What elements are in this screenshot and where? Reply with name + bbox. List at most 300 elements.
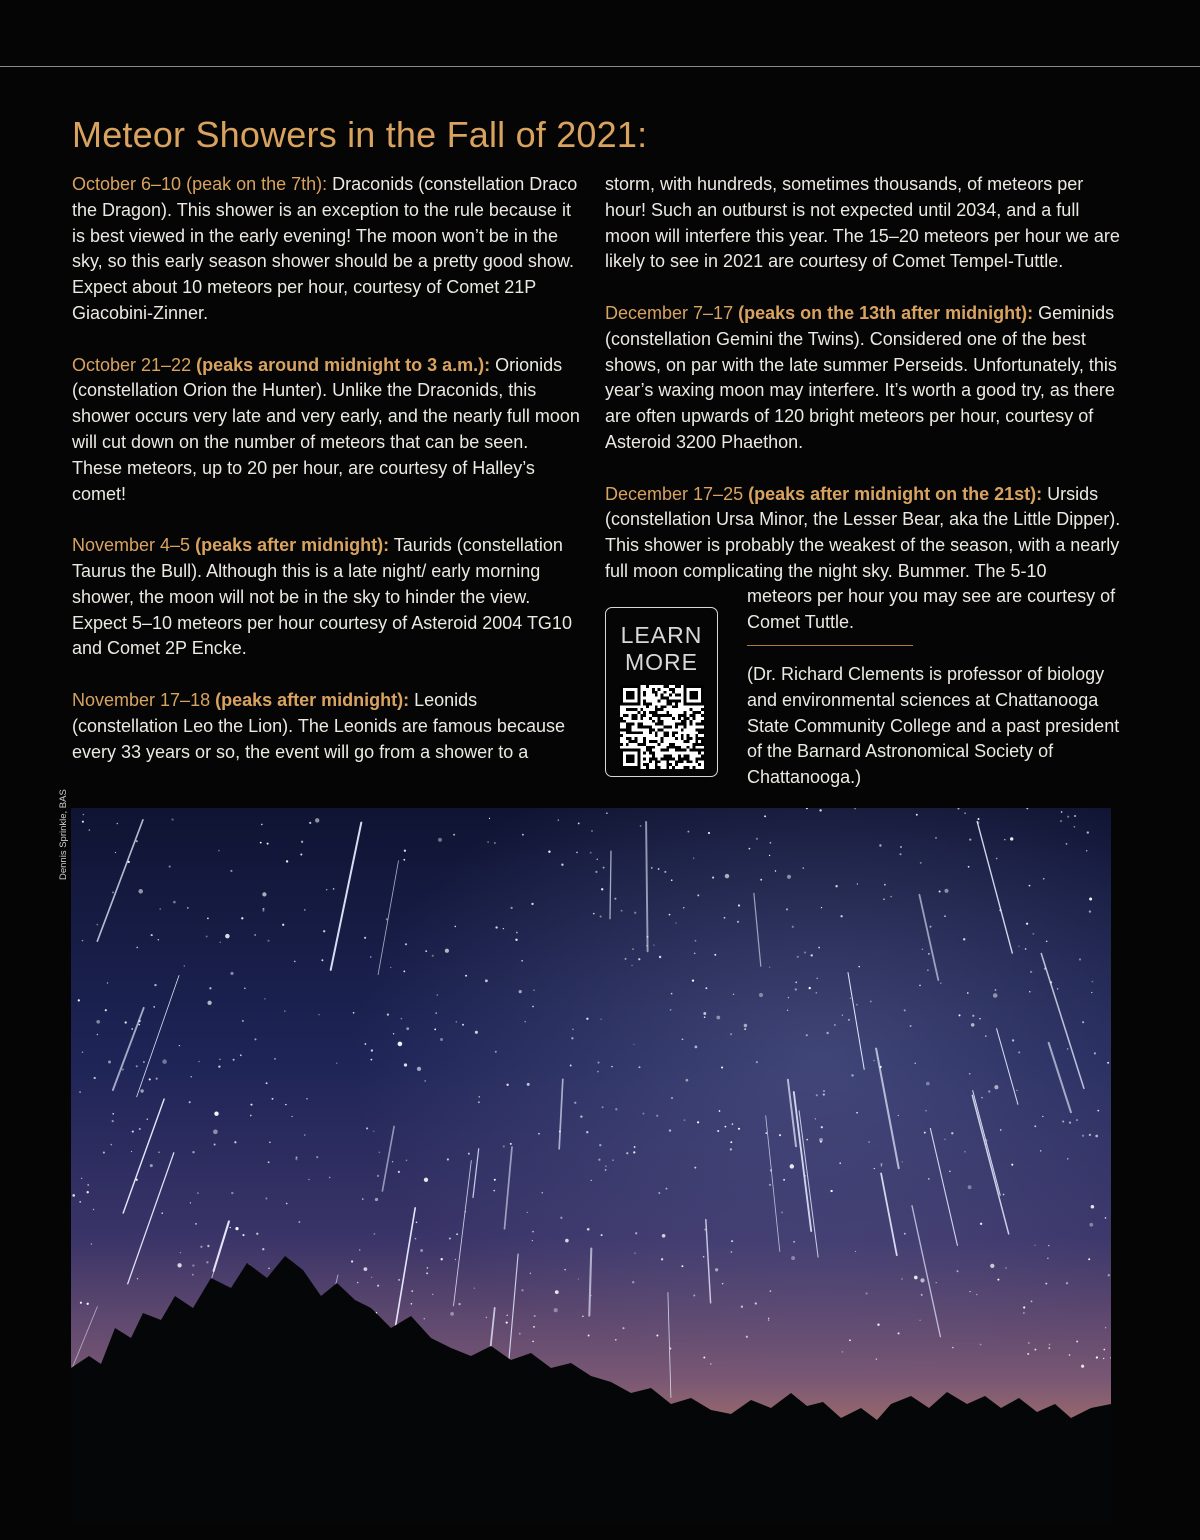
star bbox=[816, 992, 818, 994]
star bbox=[881, 1165, 882, 1166]
star bbox=[793, 1241, 795, 1243]
star bbox=[1034, 1349, 1036, 1351]
star bbox=[503, 1145, 505, 1147]
star bbox=[779, 1134, 781, 1136]
star bbox=[990, 1264, 994, 1268]
star bbox=[519, 990, 522, 993]
star bbox=[564, 1269, 566, 1271]
star bbox=[532, 1231, 534, 1233]
star bbox=[1089, 898, 1092, 901]
star bbox=[1023, 1312, 1024, 1313]
star bbox=[192, 1264, 194, 1266]
sidebar-text bbox=[747, 584, 1127, 791]
star bbox=[527, 1212, 528, 1213]
star bbox=[82, 1052, 83, 1053]
star bbox=[770, 842, 772, 844]
star bbox=[420, 1249, 423, 1252]
star bbox=[1094, 1052, 1096, 1054]
star bbox=[162, 1059, 167, 1064]
star bbox=[602, 1106, 604, 1108]
star bbox=[600, 916, 602, 918]
star bbox=[927, 969, 929, 971]
star bbox=[599, 1144, 601, 1146]
star bbox=[411, 1290, 413, 1292]
star bbox=[533, 1326, 535, 1328]
learn-more-qr-box[interactable] bbox=[605, 607, 718, 777]
page-title: Meteor Showers in the Fall of 2021: bbox=[72, 114, 648, 155]
entry-peak: (peaks after midnight): bbox=[190, 535, 390, 556]
star bbox=[377, 1285, 379, 1287]
star bbox=[704, 1016, 706, 1018]
star bbox=[972, 1015, 974, 1017]
star bbox=[996, 858, 998, 860]
star bbox=[1089, 1223, 1093, 1227]
star bbox=[857, 883, 858, 884]
star bbox=[570, 1065, 572, 1067]
star bbox=[770, 1290, 772, 1292]
star bbox=[595, 871, 597, 873]
star bbox=[722, 1283, 724, 1285]
star bbox=[979, 1018, 980, 1019]
entry-orionids bbox=[72, 353, 582, 508]
star bbox=[586, 1131, 588, 1133]
star bbox=[819, 809, 821, 811]
star bbox=[715, 1268, 718, 1271]
star bbox=[542, 1192, 543, 1193]
star bbox=[1089, 1134, 1091, 1136]
star bbox=[653, 944, 654, 945]
star bbox=[424, 1080, 426, 1082]
star bbox=[697, 1121, 699, 1123]
star bbox=[1074, 815, 1076, 817]
star bbox=[262, 910, 264, 912]
star bbox=[1067, 816, 1069, 818]
star bbox=[263, 908, 265, 910]
star bbox=[158, 939, 159, 940]
star bbox=[374, 1233, 376, 1235]
star bbox=[122, 1069, 124, 1071]
star bbox=[97, 1034, 99, 1036]
star bbox=[904, 1009, 906, 1011]
entry-text: Draconids (constellation Draco the Dragon). This shower is an exception to the rule because it is best viewed in the early evening! The moon won’t be in the sky, so this early season shower should be a pretty good show. Expect about 10 meteors per hour, courtesy of Comet 21P Giacobini-Zinner. bbox=[72, 174, 578, 323]
star bbox=[1086, 850, 1087, 851]
star bbox=[436, 994, 438, 996]
star bbox=[804, 952, 806, 954]
entry-ursids bbox=[605, 482, 1125, 585]
star bbox=[1067, 1048, 1068, 1049]
star bbox=[534, 1315, 536, 1317]
star bbox=[81, 1178, 82, 1179]
star bbox=[712, 877, 714, 879]
star bbox=[214, 1143, 216, 1145]
star bbox=[506, 1315, 508, 1317]
star bbox=[915, 1063, 916, 1064]
star bbox=[898, 1115, 899, 1116]
star bbox=[816, 977, 818, 979]
star bbox=[392, 1161, 393, 1162]
star bbox=[404, 850, 406, 852]
star bbox=[874, 1168, 875, 1169]
star bbox=[980, 1344, 982, 1346]
star bbox=[417, 1067, 421, 1071]
star bbox=[597, 1062, 599, 1064]
star bbox=[107, 982, 108, 983]
star bbox=[377, 1175, 379, 1177]
star bbox=[744, 1024, 748, 1028]
star bbox=[533, 989, 535, 991]
star bbox=[1004, 839, 1006, 841]
star bbox=[561, 864, 563, 866]
entry-peak: (peaks around midnight to 3 a.m.): bbox=[191, 354, 491, 375]
star bbox=[230, 1227, 231, 1228]
star bbox=[404, 1063, 407, 1066]
star bbox=[268, 1161, 270, 1163]
star bbox=[849, 1339, 851, 1341]
star bbox=[1067, 1158, 1068, 1159]
star bbox=[286, 860, 288, 862]
star bbox=[1087, 831, 1089, 833]
star bbox=[329, 1177, 331, 1179]
star bbox=[449, 1237, 451, 1239]
star bbox=[1076, 1119, 1078, 1121]
star bbox=[198, 1061, 200, 1063]
star bbox=[316, 1156, 318, 1158]
star bbox=[242, 1020, 244, 1022]
star bbox=[267, 940, 269, 942]
star bbox=[115, 852, 116, 853]
star bbox=[870, 1000, 872, 1002]
star bbox=[976, 1294, 978, 1296]
star bbox=[719, 1110, 721, 1112]
star bbox=[705, 987, 707, 989]
star bbox=[161, 1212, 163, 1214]
star bbox=[967, 992, 969, 994]
star bbox=[656, 1335, 658, 1337]
star bbox=[625, 958, 627, 960]
star bbox=[1034, 1125, 1036, 1127]
star bbox=[187, 907, 189, 909]
star bbox=[426, 1272, 428, 1274]
star bbox=[733, 994, 735, 996]
star bbox=[112, 891, 114, 893]
star bbox=[765, 1132, 767, 1134]
star bbox=[149, 1078, 151, 1080]
star bbox=[531, 903, 533, 905]
star bbox=[371, 1277, 372, 1278]
star bbox=[809, 987, 811, 989]
star bbox=[901, 1278, 903, 1280]
star bbox=[156, 1078, 158, 1080]
star bbox=[264, 998, 266, 1000]
star bbox=[597, 859, 598, 860]
star bbox=[406, 1160, 408, 1162]
star bbox=[269, 1142, 271, 1144]
star bbox=[515, 939, 517, 941]
star bbox=[519, 1333, 521, 1335]
star bbox=[416, 1222, 418, 1224]
star bbox=[818, 947, 820, 949]
star bbox=[1096, 1356, 1098, 1358]
star bbox=[756, 1061, 758, 1063]
top-divider bbox=[0, 66, 1200, 67]
star bbox=[1043, 878, 1045, 880]
star bbox=[321, 959, 323, 961]
star bbox=[632, 948, 633, 949]
star bbox=[792, 926, 794, 928]
star bbox=[139, 1128, 141, 1130]
star bbox=[586, 1018, 588, 1020]
star bbox=[724, 917, 726, 919]
star bbox=[398, 1279, 400, 1281]
star bbox=[393, 1033, 394, 1034]
star bbox=[151, 934, 153, 936]
star bbox=[191, 1076, 192, 1077]
star bbox=[826, 1032, 828, 1034]
star bbox=[521, 960, 523, 962]
entry-date: October 6–10 bbox=[72, 174, 182, 194]
star bbox=[190, 1202, 191, 1203]
star bbox=[373, 1131, 374, 1132]
star bbox=[456, 1233, 458, 1235]
star bbox=[806, 1034, 808, 1036]
author-note: (Dr. Richard Clements is professor of biology and environmental sciences at Chattanooga State Community College and a past president of the Barnard Astronomical Society of Chattanooga.) bbox=[747, 664, 1120, 788]
star bbox=[458, 1303, 460, 1305]
star bbox=[1012, 1039, 1014, 1041]
star bbox=[333, 888, 335, 890]
star bbox=[521, 1289, 523, 1291]
star bbox=[291, 1116, 292, 1117]
star bbox=[455, 1259, 456, 1260]
star bbox=[465, 975, 467, 977]
star bbox=[858, 966, 860, 968]
star bbox=[105, 1009, 107, 1011]
star bbox=[522, 834, 524, 836]
star bbox=[1062, 1120, 1064, 1122]
star bbox=[558, 819, 559, 820]
star bbox=[768, 1319, 769, 1320]
star bbox=[364, 937, 366, 939]
star bbox=[184, 965, 185, 966]
star bbox=[899, 853, 901, 855]
star bbox=[362, 1198, 363, 1199]
star bbox=[732, 1123, 734, 1125]
star bbox=[218, 1065, 220, 1067]
star bbox=[266, 1082, 268, 1084]
star bbox=[111, 1144, 113, 1146]
star bbox=[681, 1265, 683, 1267]
star bbox=[1105, 1327, 1106, 1328]
star bbox=[725, 874, 729, 878]
star bbox=[600, 1018, 601, 1019]
star bbox=[244, 987, 246, 989]
star bbox=[638, 958, 640, 960]
star bbox=[1092, 981, 1094, 983]
star bbox=[1076, 1341, 1078, 1343]
star bbox=[136, 1065, 138, 1067]
star bbox=[359, 1249, 361, 1251]
star bbox=[904, 1233, 906, 1235]
star bbox=[231, 1192, 233, 1194]
star bbox=[593, 913, 595, 915]
star bbox=[1061, 811, 1063, 813]
star bbox=[694, 953, 695, 954]
star bbox=[795, 981, 797, 983]
star bbox=[87, 1191, 89, 1193]
star bbox=[830, 1190, 832, 1192]
star bbox=[438, 838, 442, 842]
star bbox=[455, 926, 457, 928]
star bbox=[760, 879, 762, 881]
star bbox=[916, 814, 918, 816]
star bbox=[717, 1130, 719, 1132]
star bbox=[868, 1141, 870, 1143]
star bbox=[756, 838, 758, 840]
star bbox=[309, 822, 311, 824]
star bbox=[295, 1158, 297, 1160]
star bbox=[516, 932, 518, 934]
star bbox=[173, 901, 176, 904]
star bbox=[883, 898, 885, 900]
star bbox=[900, 846, 902, 848]
star bbox=[154, 984, 156, 986]
star bbox=[866, 1292, 868, 1294]
star bbox=[876, 1358, 877, 1359]
star bbox=[995, 989, 997, 991]
star bbox=[172, 818, 174, 820]
star bbox=[298, 1221, 300, 1223]
star bbox=[692, 979, 694, 981]
entry-date: November 17–18 bbox=[72, 689, 211, 710]
star bbox=[730, 1141, 732, 1143]
entry-leonids bbox=[72, 688, 582, 765]
star bbox=[296, 1157, 298, 1159]
star bbox=[855, 1251, 856, 1252]
star bbox=[261, 824, 263, 826]
star bbox=[651, 867, 653, 869]
author-divider bbox=[747, 645, 913, 647]
star bbox=[969, 1073, 971, 1075]
star bbox=[969, 839, 971, 841]
star bbox=[964, 813, 965, 814]
star bbox=[738, 1128, 740, 1130]
star bbox=[80, 1302, 82, 1304]
star bbox=[968, 1185, 972, 1189]
star bbox=[304, 909, 306, 911]
star bbox=[708, 832, 710, 834]
star bbox=[192, 1274, 194, 1276]
star bbox=[1045, 1283, 1047, 1285]
star bbox=[1091, 1205, 1095, 1209]
entry-date: December 7–17 bbox=[605, 302, 734, 323]
star bbox=[366, 1127, 368, 1129]
star bbox=[919, 1320, 920, 1321]
star bbox=[159, 908, 161, 910]
star bbox=[1010, 837, 1013, 840]
star bbox=[834, 1024, 836, 1026]
star bbox=[326, 889, 328, 891]
star bbox=[634, 1146, 636, 1148]
star bbox=[788, 997, 790, 999]
star bbox=[703, 1012, 706, 1015]
star bbox=[1105, 1217, 1107, 1219]
star bbox=[759, 993, 763, 997]
star bbox=[527, 1083, 530, 1086]
star bbox=[131, 1028, 133, 1030]
star bbox=[755, 1302, 757, 1304]
star bbox=[1042, 1116, 1043, 1117]
star bbox=[425, 950, 427, 952]
star bbox=[268, 1268, 269, 1269]
star bbox=[398, 1042, 403, 1047]
star bbox=[856, 1112, 858, 1114]
star bbox=[601, 1234, 603, 1236]
star bbox=[684, 1119, 686, 1121]
star bbox=[634, 1253, 635, 1254]
star bbox=[578, 1278, 579, 1279]
star bbox=[207, 1245, 209, 1247]
star bbox=[703, 1256, 705, 1258]
star bbox=[132, 1131, 134, 1133]
star bbox=[703, 1357, 705, 1359]
star bbox=[447, 1158, 449, 1160]
star bbox=[370, 956, 371, 957]
star bbox=[981, 1097, 982, 1098]
star bbox=[262, 892, 266, 896]
star bbox=[96, 924, 98, 926]
star bbox=[1057, 988, 1059, 990]
star bbox=[1069, 1121, 1071, 1123]
star bbox=[284, 1010, 286, 1012]
learn-more-label: LEARN MORE bbox=[620, 622, 703, 675]
star bbox=[603, 867, 605, 869]
star bbox=[234, 1141, 236, 1143]
star bbox=[510, 907, 512, 909]
star bbox=[560, 1217, 562, 1219]
star bbox=[658, 868, 660, 870]
star bbox=[403, 971, 405, 973]
star bbox=[94, 1077, 96, 1079]
star bbox=[140, 1089, 143, 1092]
star bbox=[695, 940, 697, 942]
star bbox=[725, 1126, 727, 1128]
star bbox=[823, 1094, 825, 1096]
star bbox=[598, 1159, 600, 1161]
star bbox=[746, 1336, 748, 1338]
star bbox=[1018, 946, 1019, 947]
star bbox=[571, 1037, 573, 1039]
star bbox=[920, 1278, 924, 1282]
star bbox=[605, 1165, 607, 1167]
star bbox=[879, 844, 881, 846]
star bbox=[486, 1317, 487, 1318]
star bbox=[218, 850, 220, 852]
star bbox=[235, 1227, 238, 1230]
star bbox=[1031, 1300, 1033, 1302]
entry-text: Orionids (constellation Orion the Hunter). Unlike the Draconids, this shower occurs very late and very early, and the nearly full moon will cut down on the number of meteors that can be seen. These meteors, up to 20 per hour, are courtesy of Halley’s comet! bbox=[72, 354, 580, 504]
ursids-continuation: meteors per hour you may see are courtesy of Comet Tuttle. bbox=[747, 586, 1116, 632]
star bbox=[656, 1115, 658, 1117]
star bbox=[200, 1246, 202, 1248]
star bbox=[1103, 1349, 1105, 1351]
star bbox=[79, 1091, 81, 1093]
star bbox=[683, 907, 684, 908]
star bbox=[1016, 1090, 1017, 1091]
star bbox=[963, 938, 965, 940]
star bbox=[1049, 1344, 1051, 1346]
qr-code-icon[interactable] bbox=[620, 685, 704, 769]
star bbox=[840, 915, 842, 917]
star bbox=[262, 1248, 264, 1250]
